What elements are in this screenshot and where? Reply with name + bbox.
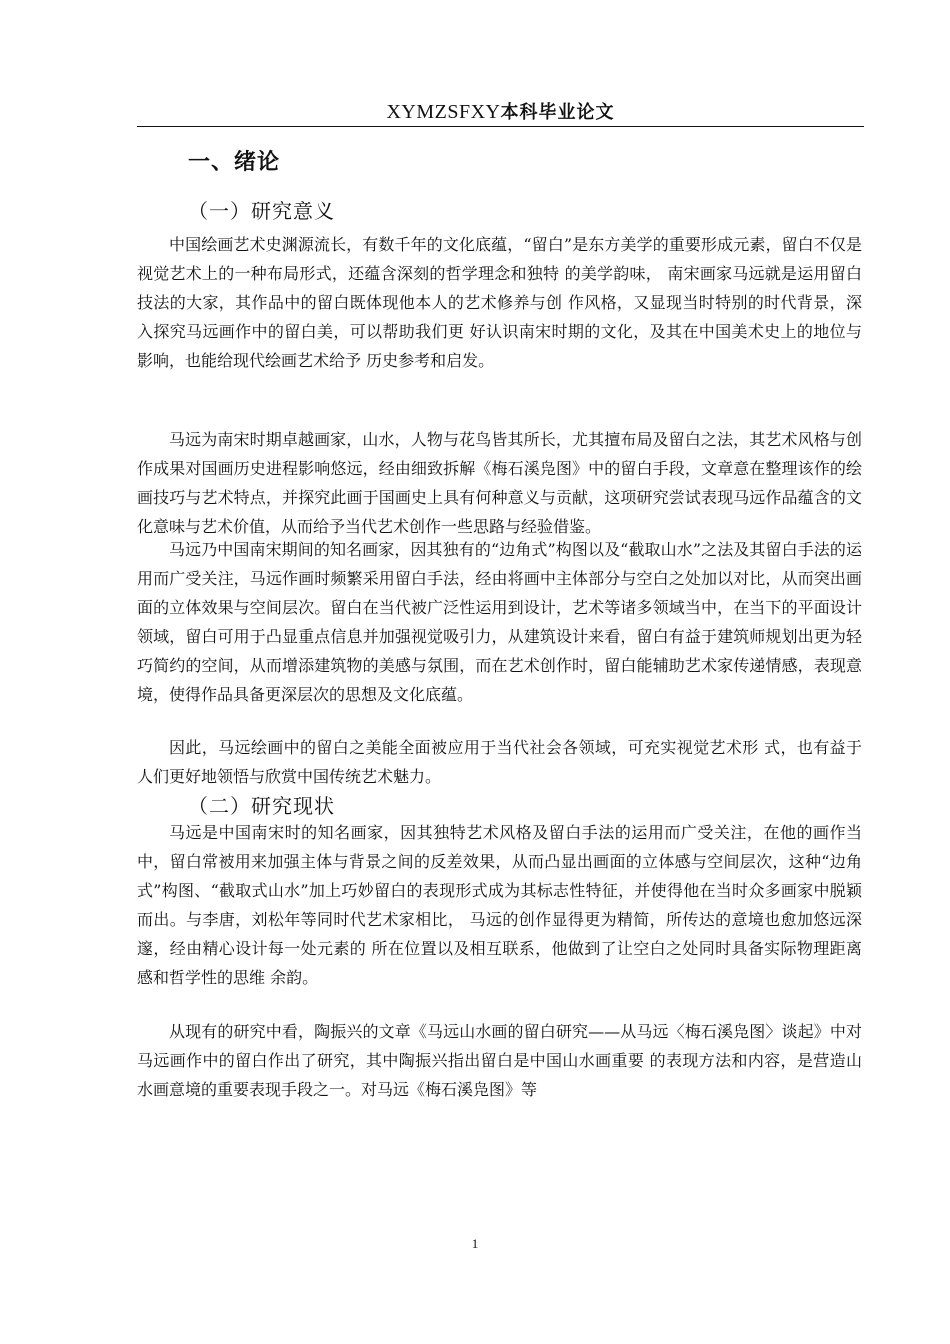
header-school-code: XYMZSFXY	[386, 101, 501, 123]
section-title-status: （二）研究现状	[188, 794, 335, 818]
header-doc-type: 本科毕业论文	[500, 102, 615, 123]
paragraph: 因此，马远绘画中的留白之美能全面被应用于当代社会各领域，可充实视觉艺术形 式，也有益于人们更好地领悟与欣赏中国传统艺术魅力。	[137, 738, 862, 786]
section-title-significance: （一）研究意义	[188, 199, 335, 223]
header-rule	[137, 126, 864, 127]
paragraph: 马远为南宋时期卓越画家，山水，人物与花鸟皆其所长，尤其擅布局及留白之法，其艺术风格与创作成果对国画历史进程影响悠远，经由细致拆解《梅石溪凫图》中的留白手段，文章意在整理该作的绘画技巧与艺术特点，并探究此画于国画史上具有何种意义与贡献，这项研究尝试表现马远作品蕴含的文化意味与艺术价值，从而给予当代艺术创作一些思路与经验借鉴。	[137, 430, 862, 536]
paragraph: 从现有的研究中看，陶振兴的文章《马远山水画的留白研究——从马远〈梅石溪凫图〉谈起》中对马远画作中的留白作出了研究，其中陶振兴指出留白是中国山水画重要 的表现方法和内容，是营造山水画意境的重要表现手段之一。对马远《梅石溪凫图》等	[137, 1022, 862, 1099]
paragraph: 马远乃中国南宋期间的知名画家，因其独有的“边角式”构图以及“截取山水”之法及其留白手法的运用而广受关注，马远作画时频繁采用留白手法，经由将画中主体部分与空白之处加以对比，从而突出画面的立体效果与空间层次。留白在当代被广泛性运用到设计，艺术等诸多领域当中，在当下的平面设计领域，留白可用于凸显重点信息并加强视觉吸引力，从建筑设计来看，留白有益于建筑师规划出更为轻巧简约的空间，从而增添建筑物的美感与氛围，而在艺术创作时，留白能辅助艺术家传递情感，表现意境，使得作品具备更深层次的思想及文化底蕴。	[137, 540, 862, 704]
paragraph: 中国绘画艺术史渊源流长，有数千年的文化底蕴，“留白”是东方美学的重要形成元素，留白不仅是视觉艺术上的一种布局形式，还蕴含深刻的哲学理念和独特 的美学韵味， 南宋画家马远就是运用留白技法的大家，其作品中的留白既体现他本人的艺术修养与创 作风格，又显现当时特别的时代背景，深入探究马远画作中的留白美，可以帮助我们更 好认识南宋时期的文化，及其在中国美术史上的地位与影响，也能给现代绘画艺术给予 历史参考和启发。	[137, 235, 862, 370]
chapter-title: 一、绪论	[188, 150, 281, 175]
paragraph: 马远是中国南宋时的知名画家，因其独特艺术风格及留白手法的运用而广受关注，在他的画作当中，留白常被用来加强主体与背景之间的反差效果，从而凸显出画面的立体感与空间层次，这种“边角式”构图、“截取式山水”加上巧妙留白的表现形式成为其标志性特征，并使得他在当时众多画家中脱颖而出。与李唐，刘松年等同时代艺术家相比， 马远的创作显得更为精简，所传达的意境也愈加悠远深邃，经由精心设计每一处元素的 所在位置以及相互联系，他做到了让空白之处同时具备实际物理距离感和哲学性的思维 余韵。	[137, 823, 862, 987]
page-number: 1	[471, 1236, 479, 1251]
page-header	[137, 100, 864, 125]
